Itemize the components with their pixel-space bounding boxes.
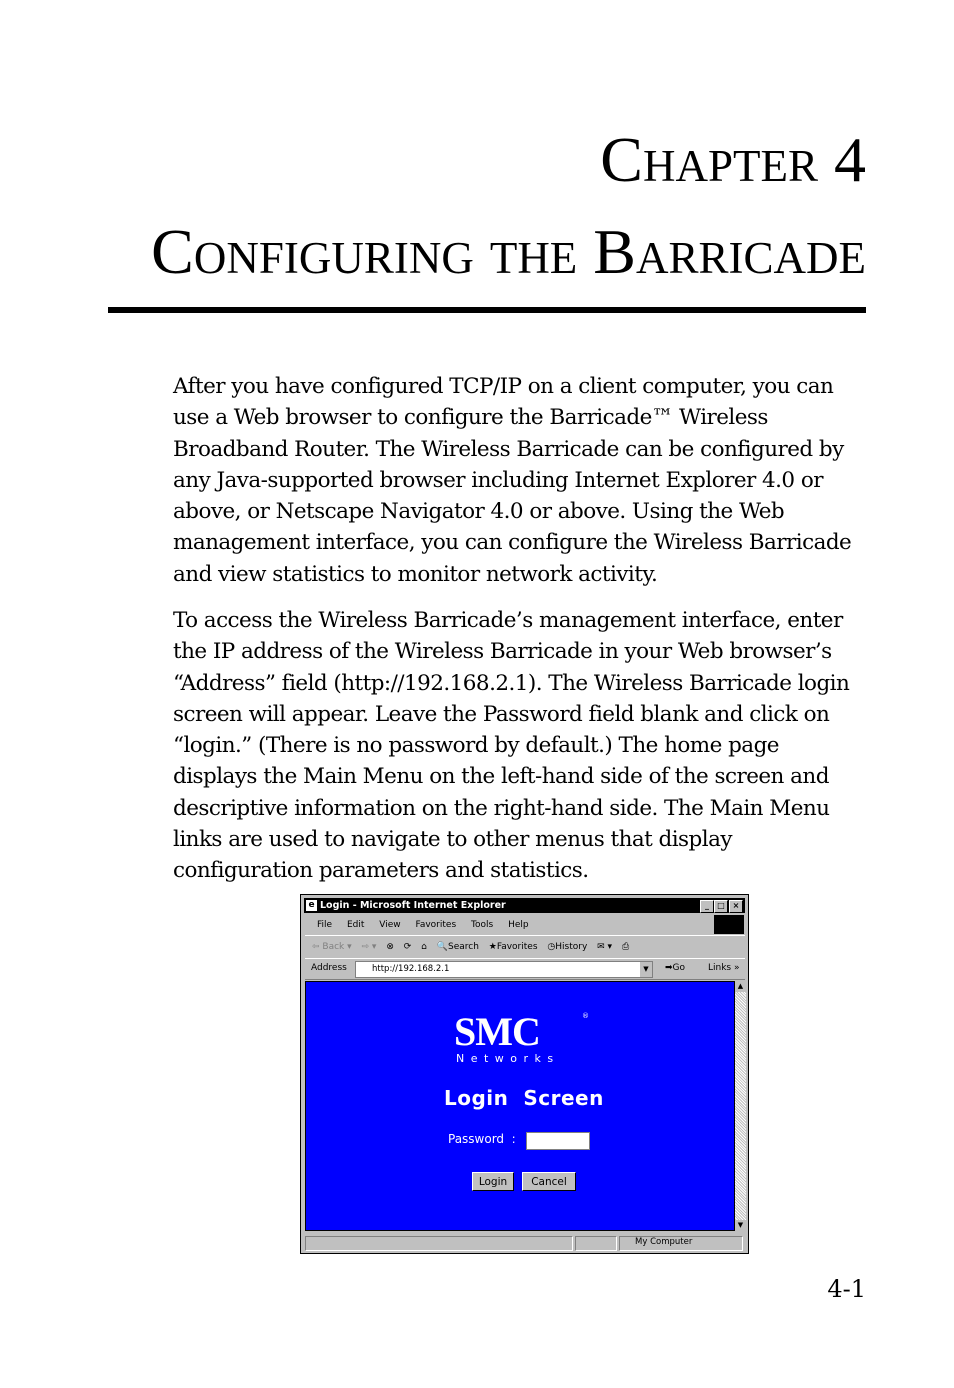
ie-icon: e	[306, 900, 317, 911]
cancel-button[interactable]: Cancel	[522, 1172, 576, 1191]
forward-icon[interactable]: ⇨ ▾	[361, 942, 377, 952]
links-button[interactable]: Links »	[708, 963, 740, 973]
home-icon[interactable]: ⌂	[421, 942, 427, 952]
address-value: http://192.168.2.1	[372, 964, 450, 974]
browser-screenshot	[300, 894, 749, 1254]
maximize-icon[interactable]: □	[714, 900, 728, 913]
windows-logo-icon	[714, 915, 744, 934]
browser-menubar	[305, 917, 705, 933]
favorites-button[interactable]: ★Favorites	[488, 942, 538, 952]
history-button[interactable]: ◷History	[547, 942, 588, 952]
menu-view[interactable]: View	[379, 920, 401, 930]
page-number: 4-1	[827, 1275, 866, 1303]
scroll-down-icon[interactable]: ▼	[735, 1220, 746, 1231]
scroll-up-icon[interactable]: ▲	[735, 981, 746, 992]
chapter-title: Configuring the Barricade	[151, 216, 866, 287]
address-bar	[305, 958, 745, 980]
status-bar	[305, 1235, 745, 1251]
vertical-scrollbar[interactable]	[735, 981, 746, 1231]
mail-icon[interactable]: ✉ ▾	[597, 942, 613, 952]
smc-logo: SMC	[454, 1009, 540, 1054]
print-icon[interactable]: ⎙	[621, 942, 630, 952]
close-icon[interactable]: ×	[729, 900, 743, 913]
page-content	[305, 981, 735, 1231]
refresh-icon[interactable]: ⟳	[403, 942, 412, 952]
go-button[interactable]: ➡Go	[665, 963, 686, 973]
status-segment	[575, 1236, 617, 1251]
address-input[interactable]	[355, 961, 653, 978]
chapter-number: Chapter 4	[600, 124, 866, 195]
heading-rule	[108, 307, 866, 313]
address-dropdown-icon[interactable]: ▼	[640, 962, 652, 977]
browser-toolbar	[305, 935, 745, 959]
password-label: Password :	[448, 1132, 516, 1146]
stop-icon[interactable]: ⊗	[386, 942, 394, 952]
menu-favorites[interactable]: Favorites	[415, 920, 457, 930]
search-button[interactable]: 🔍Search	[436, 942, 479, 952]
browser-titlebar	[304, 898, 745, 913]
menu-file[interactable]: File	[317, 920, 333, 930]
smc-logo-subtitle: Networks	[456, 1052, 560, 1065]
login-heading: Login Screen	[444, 1086, 604, 1110]
password-input[interactable]	[526, 1132, 590, 1150]
back-button[interactable]: ⇦ Back ▾	[312, 942, 352, 952]
status-segment	[305, 1236, 573, 1251]
menu-help[interactable]: Help	[508, 920, 529, 930]
paragraph-access: To access the Wireless Barricade’s management interface, enter the IP address of the Wireless Barricade in your Web browser’s “Address” field (http://192.168.2.1). The Wireless Barricade login screen will appear. Leave the Password field blank and click on “login.” (There is no password by default.) The home page displays the Main Menu on the left-hand side of the screen and descriptive information on the right-hand side. The Main Menu links are used to navigate to other menus that display configuration parameters and statistics.	[173, 608, 850, 884]
minimize-icon[interactable]: _	[700, 900, 714, 913]
address-label: Address	[311, 963, 347, 973]
login-button[interactable]: Login	[472, 1172, 514, 1191]
registered-mark: ®	[582, 1012, 589, 1020]
status-zone-text: My Computer	[635, 1237, 693, 1247]
paragraph-intro: After you have configured TCP/IP on a client computer, you can use a Web browser to configure the Barricade™ Wireless Broadband Router. The Wireless Barricade can be configured by any Java-supported browser including Internet Explorer 4.0 or above, or Netscape Navigator 4.0 or above. Using the Web management interface, you can configure the Wireless Barricade and view statistics to monitor network activity.	[173, 374, 852, 587]
browser-title: Login - Microsoft Internet Explorer	[320, 900, 506, 911]
menu-tools[interactable]: Tools	[471, 920, 494, 930]
menu-edit[interactable]: Edit	[346, 920, 365, 930]
